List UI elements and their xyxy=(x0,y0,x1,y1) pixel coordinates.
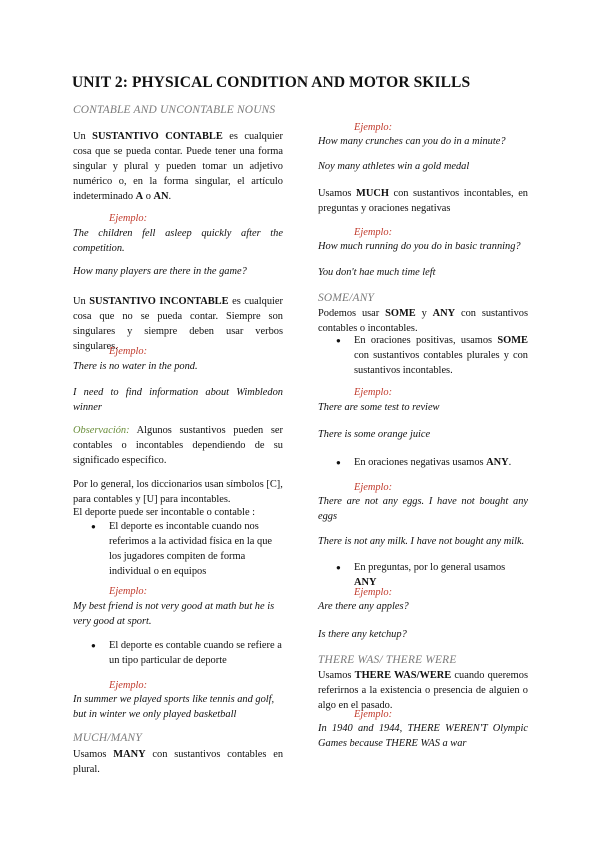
example-sentence: In summer we played sports like tennis and golf, but in winter we only played basketball xyxy=(73,694,275,720)
example-sentence: Is there any ketchup? xyxy=(318,629,407,640)
section-heading-nouns: CONTABLE AND UNCONTABLE NOUNS xyxy=(73,104,276,116)
example-label: Ejemplo: xyxy=(109,346,148,357)
example-label: Ejemplo: xyxy=(109,680,148,691)
example-sentence: You don't hae much time left xyxy=(318,267,436,278)
much-rule: Usamos MUCH con sustantivos incontables, en preguntas y oraciones negativas xyxy=(318,188,529,214)
uncountable-definition: Un SUSTANTIVO INCONTABLE es cualquier cosa que no se pueda contar. Siempre son singulares y siempre deben usar verbos singulares. xyxy=(73,296,283,352)
list-item: ● En oraciones negativas usamos ANY. xyxy=(318,455,528,470)
example-sentence: There are some test to review xyxy=(318,402,440,413)
observation-note: Observación: Algunos sustantivos pueden ser contables o incontables dependiendo de su significado específico. xyxy=(73,425,283,466)
example-label: Ejemplo: xyxy=(354,709,393,720)
example-sentence: How much running do you do in basic tranning? xyxy=(318,241,521,252)
example-sentence: Are there any apples? xyxy=(318,601,409,612)
page-title: UNIT 2: PHYSICAL CONDITION AND MOTOR SKILLS xyxy=(72,74,471,91)
list-item: ● El deporte es contable cuando se refiere a un tipo particular de deporte xyxy=(73,638,283,668)
example-sentence: There is some orange juice xyxy=(318,429,431,440)
some-any-rule: Podemos usar SOME y ANY con sustantivos contables o incontables. xyxy=(318,308,529,334)
bullet-list xyxy=(318,455,528,470)
example-sentence: There is not any milk. I have not bought any milk. xyxy=(318,536,525,547)
there-was-rule: Usamos THERE WAS/WERE cuando queremos referirnos a la existencia o presencia de alguien o algo en el pasado. xyxy=(318,670,528,711)
bullet-list xyxy=(318,333,528,378)
bullet-list xyxy=(73,519,283,579)
example-label: Ejemplo: xyxy=(109,213,148,224)
example-label: Ejemplo: xyxy=(109,586,148,597)
example-sentence: How many crunches can you do in a minute? xyxy=(318,136,506,147)
example-sentence: The children fell asleep quickly after the competition. xyxy=(73,228,283,254)
bullet-list xyxy=(73,638,283,668)
example-sentence: My best friend is not very good at math but he is very good at sport. xyxy=(73,601,275,627)
list-item: ● En preguntas, por lo general usamos ANY xyxy=(318,560,528,590)
example-sentence: How many players are there in the game? xyxy=(73,266,247,277)
observation-label: Observación: xyxy=(73,425,130,436)
section-heading-some-any: SOME/ANY xyxy=(318,292,375,304)
sport-intro: El deporte puede ser incontable o contable : xyxy=(73,507,256,518)
example-sentence: There are not any eggs. I have not bought any eggs xyxy=(318,496,528,522)
example-label: Ejemplo: xyxy=(354,587,393,598)
example-label: Ejemplo: xyxy=(354,387,393,398)
example-label: Ejemplo: xyxy=(354,227,393,238)
example-sentence: I need to find information about Wimbledon winner xyxy=(73,387,283,413)
example-sentence: Noy many athletes win a gold medal xyxy=(318,161,470,172)
section-heading-much-many: MUCH/MANY xyxy=(73,732,142,744)
dictionary-note: Por lo general, los diccionarios usan símbolos [C], para contables y [U] para incontables. xyxy=(73,479,283,505)
example-sentence: In 1940 and 1944, THERE WEREN'T Olympic Games because THERE WAS a war xyxy=(318,723,528,749)
list-item: ● El deporte es incontable cuando nos referimos a la actividad física en la que los jugadores compiten de forma individual o en equipos xyxy=(73,519,283,579)
example-label: Ejemplo: xyxy=(354,122,393,133)
section-heading-there-was: THERE WAS/ THERE WERE xyxy=(318,654,457,666)
many-rule: Usamos MANY con sustantivos contables en plural. xyxy=(73,749,284,775)
example-label: Ejemplo: xyxy=(354,482,393,493)
countable-definition: Un SUSTANTIVO CONTABLE es cualquier cosa que se pueda contar. Puede tener una forma singular y plural y pueden tomar un adjetivo numérico o, en la forma singular, el artículo indeterminado A o AN. xyxy=(73,131,283,202)
example-sentence: There is no water in the pond. xyxy=(73,361,198,372)
list-item: ● En oraciones positivas, usamos SOME con sustantivos contables plurales y con sustantivos incontables. xyxy=(318,333,528,378)
